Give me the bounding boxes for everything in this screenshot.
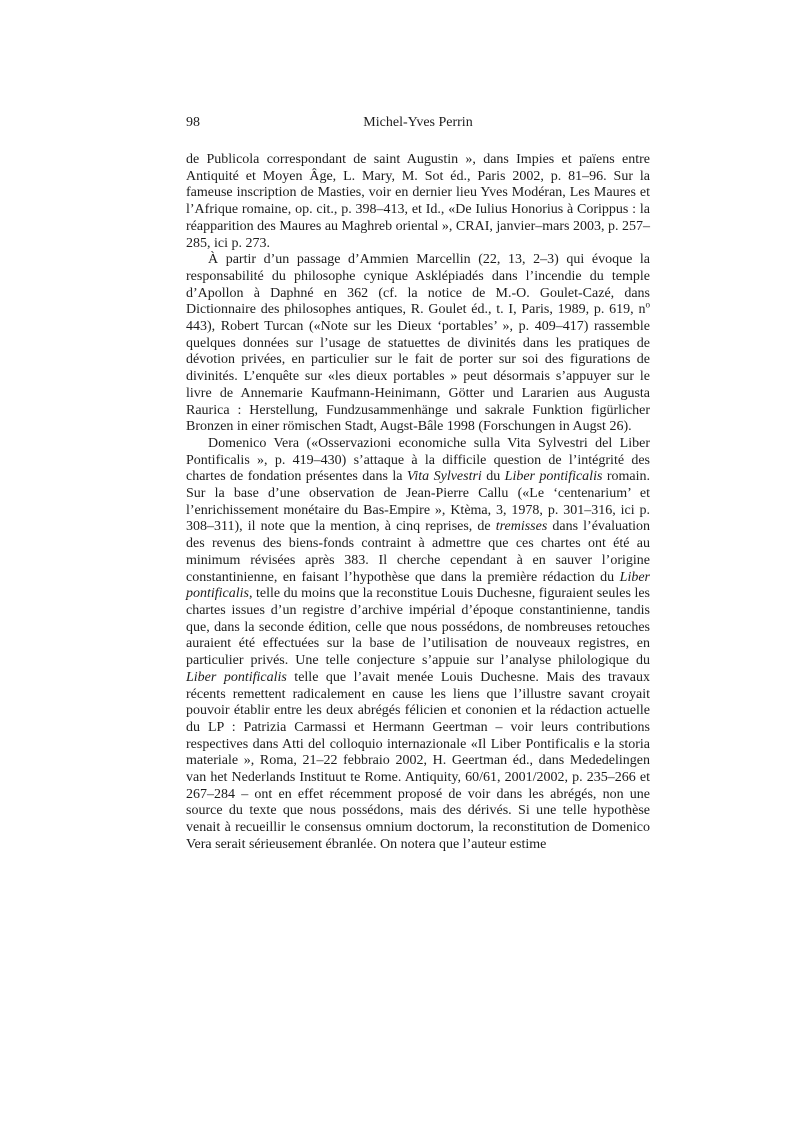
text-run: o: [645, 299, 650, 310]
paragraph: [186, 436, 650, 854]
paragraph: [186, 252, 650, 436]
text-run: de Publicola correspondant de saint Augustin », dans Impies et païens entre Antiquité et Moyen Âge, L. Mary, M. Sot éd., Paris 2002, p. 81–96. Sur la fameuse inscription de Masties, voir en dernier lieu Yves Modéran, Les Maures et l’Afrique romaine, op. cit., p. 398–413, et Id., «De Iulius Honorius à Corippus : la réapparition des Maures au Maghreb oriental », CRAI, janvier–mars 2003, p. 257–285, ici p. 273.: [186, 152, 650, 251]
text-run: dans l’évaluation des revenus des biens-fonds contraint à admettre que ces chartes ont été au minimum révisées après 383. Il cherche cependant à en sauver l’origine constantinienne, en faisant l’hypothèse que dans la première rédaction du: [186, 519, 651, 585]
text-run: romain. Sur la base d’une observation de Jean-Pierre Callu («Le ‘centenarium’ et l’enrichissement monétaire du Bas-Empire », Ktèma, 3, 1978, p. 301–316, ici p. 308–311), il note que la mention, à cinq reprises, de: [186, 469, 650, 535]
running-head: Michel-Yves Perrin: [363, 115, 473, 130]
page-header: [186, 114, 650, 131]
text-run: tremisses: [495, 519, 548, 535]
text-run: 443), Robert Turcan («Note sur les Dieux ‘portables’ », p. 409–417) rassemble quelques données sur l’usage de statuettes de divinités dans les pratiques de dévotion privées, en particulier sur le fait de porter sur soi des figurations de divinités. L’enquête sur «les dieux portables » peut désormais s’appuyer sur le livre de Annemarie Kaufmann-Heinimann, Götter und Lararien aus Augusta Raurica : Herstellung, Fundzusammenhänge und sakrale Funktion figürlicher Bronzen in einer römischen Stadt, Augst-Bâle 1998 (Forschungen in Augst 26).: [186, 319, 650, 435]
text-run: Domenico Vera («Osservazioni economiche sulla Vita Sylvestri del Liber Pontificalis », p. 419–430) s’attaque à la difficile question de l’intégrité des chartes de fondation présentes dans la: [186, 435, 650, 485]
text-block: [186, 114, 650, 854]
text-run: Liber pontificalis: [186, 669, 287, 685]
text-run: Liber pontificalis: [504, 469, 603, 485]
text-run: telle que l’avait menée Louis Duchesne. Mais des travaux récents remettent radicalement en cause les liens que l’illustre savant croyait pouvoir établir entre les deux abrégés félicien et cononien et la rédaction actuelle du LP : Patrizia Carmassi et Hermann Geertman – voir leurs contributions respectives dans Atti del colloquio internazionale «Il Liber Pontificalis e la storia materiale », Roma, 21–22 febbraio 2002, H. Geertman éd., dans Mededelingen van het Nederlands Instituut te Rome. Antiquity, 60/61, 2001/2002, p. 235–266 et 267–284 – ont en effet récemment proposé de voir dans les abrégés, non une source du texte que nous possédons, mais des dérivés. Si une telle hypothèse venait à recueillir le consensus omnium doctorum, la reconstitution de Domenico Vera serait sérieusement ébranlée. On notera que l’auteur estime: [186, 669, 650, 852]
text-run: Vita Sylvestri: [406, 469, 482, 485]
text-run: , telle du moins que la reconstitue Louis Duchesne, figuraient seules les chartes issues d’un registre d’archive impérial d’époque constantinienne, tandis que, dans la seconde édition, celle que nous possédons, de nombreuses retouches auraient été effectuées sur la base de l’utilisation de nouveaux registres, en particulier privés. Une telle conjecture s’appuie sur l’analyse philologique du: [186, 586, 650, 669]
page-body: [186, 152, 650, 854]
text-run: À partir d’un passage d’Ammien Marcellin (22, 13, 2–3) qui évoque la responsabilité du philosophe cynique Asklépiadés dans l’incendie du temple d’Apollon à Daphné en 362 (cf. la notice de M.-O. Goulet-Cazé, dans Dictionnaire des philosophes antiques, R. Goulet éd., t. I, Paris, 1989, p. 619, n: [186, 252, 650, 318]
page-number: 98: [186, 115, 200, 130]
text-run: du: [481, 469, 505, 485]
text-run: Liber pontificalis: [186, 569, 650, 602]
paragraph: [186, 152, 650, 252]
